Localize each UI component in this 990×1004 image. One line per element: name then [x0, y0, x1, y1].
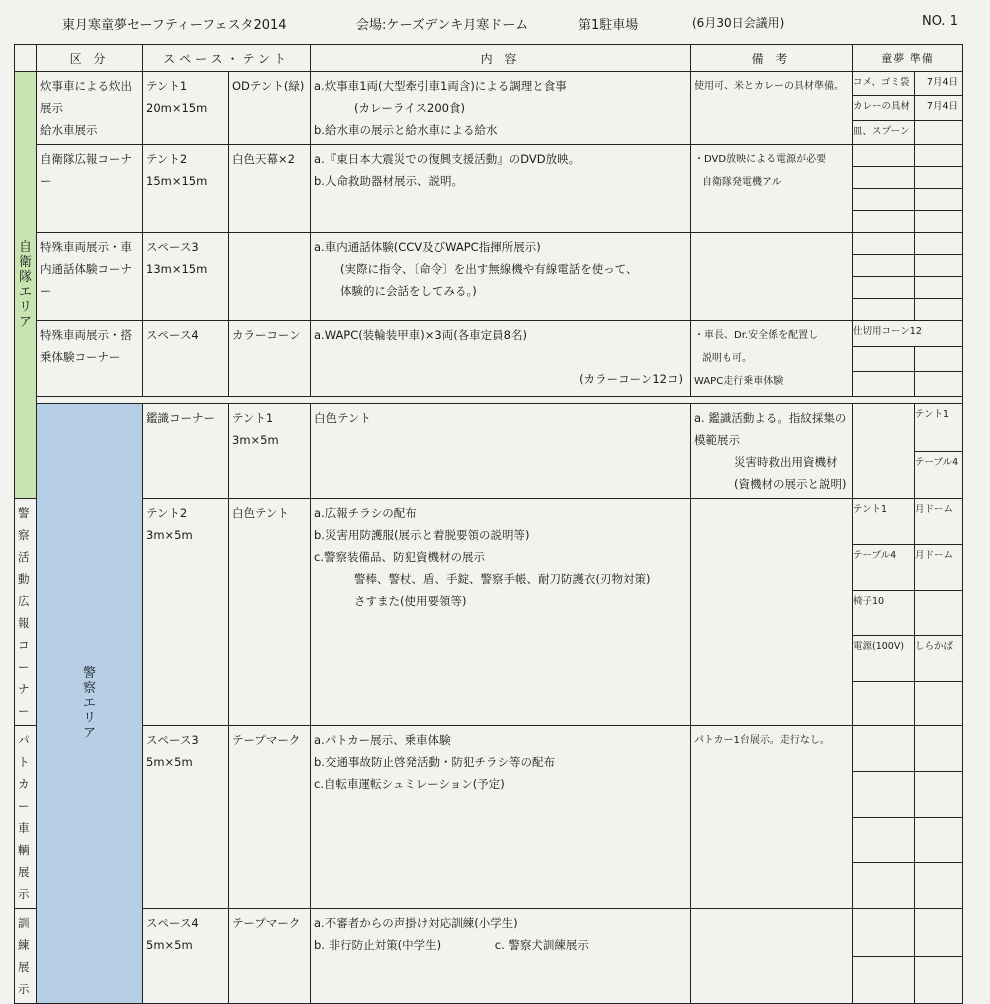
- content-line: [314, 934, 687, 956]
- space-size: 15m×15m: [146, 174, 208, 188]
- table-row: [15, 145, 963, 167]
- tent-type: 白色天幕×2: [232, 152, 295, 166]
- content-line: 災害時救出用資機材(資機材の展示と説明): [734, 455, 847, 491]
- content-line: (実際に指令、〔命令〕を出す無線機や有線電話を使って、: [340, 262, 638, 276]
- table-row: [15, 404, 963, 452]
- space-size: 5m×5m: [146, 938, 193, 952]
- prep-item: 電源(100V): [853, 641, 905, 653]
- tent-type: ODテント(緑): [232, 79, 305, 93]
- content-line: a.広報チラシの配布: [314, 506, 417, 520]
- schedule-table: [14, 44, 963, 1004]
- table-row: [15, 321, 963, 347]
- prep-item: テント1: [915, 409, 950, 420]
- remarks-line: WAPC走行乗車体験: [694, 376, 784, 387]
- remarks-line: パトカー1台展示。走行なし。: [694, 735, 830, 746]
- division-name: 特殊車両展示・搭乗体験コーナー: [40, 328, 132, 364]
- prep-item: コメ、ゴミ袋: [853, 77, 910, 88]
- division-name: パトカー車輌展示: [18, 733, 30, 901]
- content-line: (カレーライス200食): [354, 101, 465, 115]
- space-id: テント1: [232, 411, 274, 425]
- content-line: (カラーコーン12コ): [579, 372, 683, 386]
- space-id: スペース4: [146, 916, 199, 930]
- content-line: a.不審者からの声掛け対応訓練(小学生): [314, 916, 518, 930]
- prep-item: 皿、スプーン: [853, 125, 910, 137]
- division-name: 炊事車による炊出展示: [40, 79, 132, 115]
- prep-item: カレーの具材: [853, 101, 911, 113]
- table-row: [15, 726, 963, 772]
- space-size: 3m×5m: [232, 433, 279, 447]
- space-id: スペース3: [146, 733, 199, 747]
- content-line: b.人命救助器材展示、説明。: [314, 174, 463, 188]
- table-row: [15, 72, 963, 96]
- prep-source: 月ドーム: [915, 504, 954, 515]
- division-name: 警察活動広報コーナー: [18, 506, 30, 718]
- prep-date: 7月4日: [926, 77, 958, 88]
- tent-type: 白色テント: [232, 506, 289, 520]
- corner-cell: [15, 45, 37, 72]
- tent-type: テープマーク: [232, 916, 301, 930]
- remarks-line: ・車長、Dr.安全係を配置し: [694, 330, 819, 341]
- content-line: a.パトカー展示、乗車体験: [314, 733, 451, 747]
- col-header-content: 内 容: [311, 45, 691, 72]
- content-line: 体験的に会話をしてみる。): [340, 284, 477, 298]
- remarks-line: 自衛隊発電機アル: [702, 177, 782, 188]
- division-name: 特殊車両展示・車内通話体験コーナー: [40, 240, 132, 298]
- prep-item: 仕切用コーン12: [853, 326, 922, 337]
- content-line: c.警察装備品、防犯資機材の展示: [314, 550, 485, 564]
- space-id: テント2: [146, 506, 188, 520]
- content-line: a. 鑑識活動よる。指紋採集の模範展示: [694, 411, 847, 447]
- remarks-line: 説明も可。: [702, 353, 752, 364]
- space-id: テント2: [146, 152, 188, 166]
- col-header-prep: 童夢 準備: [853, 45, 963, 72]
- table-row: [15, 499, 963, 545]
- division-name: 自衛隊広報コーナー: [40, 152, 132, 188]
- col-header-division: 区 分: [37, 45, 143, 72]
- content-line: b.給水車の展示と給水車による給水: [314, 123, 498, 137]
- prep-item: テーブル4: [915, 456, 959, 468]
- space-size: 3m×5m: [146, 528, 193, 542]
- content-line: a.炊事車1両(大型牽引車1両含)による調理と食事: [314, 79, 567, 93]
- space-size: 20m×15m: [146, 101, 208, 115]
- content-line-b: b. 非行防止対策(中学生): [314, 938, 442, 952]
- table-row: [15, 909, 963, 957]
- prep-item: 椅子10: [853, 595, 885, 607]
- space-id: テント1: [146, 79, 188, 93]
- tent-type: テープマーク: [232, 733, 301, 747]
- remarks-line: ・DVD放映による電源が必要: [694, 154, 827, 165]
- col-header-space: スペース・テント: [143, 45, 311, 72]
- space-id: スペース4: [146, 328, 199, 342]
- parking-lot-label: 第1駐車場: [578, 18, 639, 33]
- space-size: 13m×15m: [146, 262, 208, 276]
- venue-label: 会場:ケーズデンキ月寒ドーム: [356, 18, 529, 33]
- area-label-sdf: 自 衛 隊 エ リ ア: [15, 72, 37, 499]
- division-name: 訓練展示: [18, 916, 30, 996]
- page-header: [0, 14, 990, 34]
- content-line: b.災害用防護服(展示と着脱要領の説明等): [314, 528, 530, 542]
- content-line: c.自転車運転シュミレーション(予定): [314, 777, 505, 791]
- area-label-police: 警 察 エ リ ア: [37, 404, 143, 1004]
- table-row: [15, 233, 963, 255]
- page-number: NO. 1: [922, 14, 958, 29]
- meeting-date-label: (6月30日会議用): [692, 16, 785, 30]
- prep-source: しらかば: [915, 641, 954, 653]
- tent-type: カラーコーン: [232, 328, 301, 342]
- content-line: a.『東日本大震災での復興支援活動』のDVD放映。: [314, 152, 581, 166]
- division-name: 給水車展示: [40, 123, 98, 137]
- prep-item: テント1: [853, 504, 888, 515]
- space-id: スペース3: [146, 240, 199, 254]
- event-title: 東月寒童夢セーフティーフェスタ2014: [62, 18, 287, 33]
- remarks-line: 使用可、米とカレーの具材準備。: [694, 81, 844, 92]
- prep-source: 月ドーム: [915, 549, 954, 561]
- space-size: 5m×5m: [146, 755, 193, 769]
- content-line-c: c. 警察犬訓練展示: [494, 938, 589, 952]
- content-line: さすまた(使用要領等): [354, 594, 467, 608]
- division-name: 鑑識コーナー: [146, 411, 215, 425]
- prep-date: 7月4日: [926, 101, 958, 113]
- column-header-row: [15, 45, 963, 72]
- schedule-sheet: [14, 44, 962, 996]
- prep-item: テーブル4: [853, 549, 897, 561]
- content-line: 警棒、警杖、盾、手錠、警察手帳、耐刀防護衣(刃物対策): [354, 572, 651, 586]
- content-line: a.WAPC(装輪装甲車)×3両(各車定員8名): [314, 328, 527, 342]
- tent-type: 白色テント: [314, 411, 371, 425]
- col-header-remarks: 備 考: [691, 45, 853, 72]
- content-line: a.車内通話体験(CCV及びWAPC指揮所展示): [314, 240, 541, 254]
- content-line: b.交通事故防止啓発活動・防犯チラシ等の配布: [314, 755, 555, 769]
